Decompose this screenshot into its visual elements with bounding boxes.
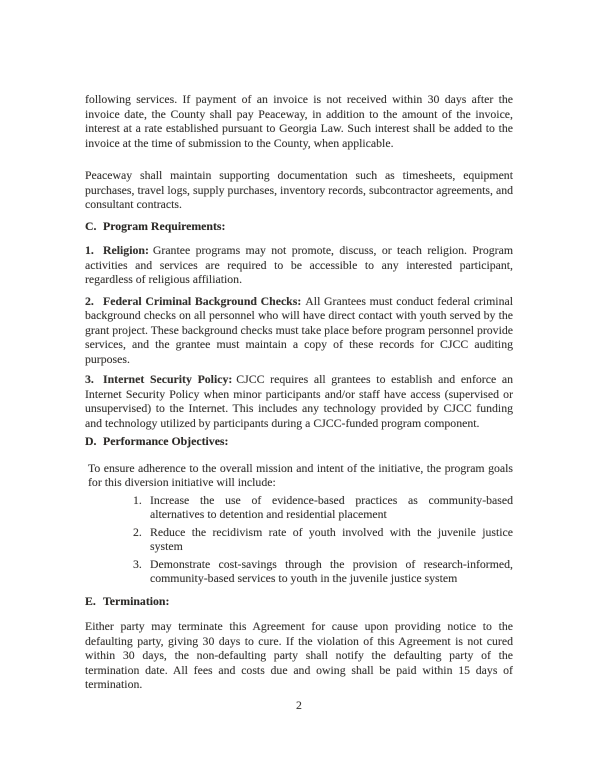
objective-item-1 bbox=[85, 493, 513, 522]
objective-number: 3. bbox=[133, 556, 142, 571]
item-text: All Grantees must conduct federal criminal background checks on all personnel who will have direct contact with youth served by the grant project. These background checks must take place before program personnel provide services, and the grantee must maintain a copy of these records for CJCC auditing purposes. bbox=[85, 293, 513, 366]
item-term: Internet Security Policy: bbox=[103, 372, 233, 386]
paragraph-invoice-terms: following services. If payment of an invoice is not received within 30 days after the invoice date, the County shall pay Peaceway, in addition to the amount of the invoice, interest at a rate established pursuant to Georgia Law. Such interest shall be added to the invoice at the time of submission to the County, when applicable. bbox=[85, 92, 513, 150]
page-number: 2 bbox=[296, 697, 302, 712]
requirement-item-internet-security bbox=[85, 372, 513, 430]
section-heading-performance-objectives bbox=[85, 434, 513, 449]
paragraph-supporting-documentation: Peaceway shall maintain supporting documentation such as timesheets, equipment purchases, travel logs, supply purchases, inventory records, subcontractor agreements, and consultant contracts. bbox=[85, 168, 513, 211]
page-content bbox=[85, 92, 513, 712]
section-heading-termination bbox=[85, 594, 513, 609]
item-number: 1. bbox=[85, 243, 94, 257]
section-letter: C. bbox=[85, 218, 97, 233]
section-title: Termination: bbox=[103, 593, 170, 608]
section-letter: E. bbox=[85, 593, 96, 608]
requirement-item-religion bbox=[85, 243, 513, 287]
objective-number: 2. bbox=[133, 524, 142, 539]
paragraph-termination: Either party may terminate this Agreement for cause upon providing notice to the defaulting party, giving 30 days to cure. If the violation of this Agreement is not cured within 30 days, the non-defaulting party shall notify the defaulting party of the termination date. All fees and costs due and owing shall be paid within 15 days of termination. bbox=[85, 619, 513, 691]
section-title: Program Requirements: bbox=[103, 218, 226, 233]
section-letter: D. bbox=[85, 434, 97, 448]
paragraph-objectives-intro: To ensure adherence to the overall mission and intent of the initiative, the program goals for this diversion initiative will include: bbox=[88, 460, 513, 489]
objective-item-2 bbox=[85, 525, 513, 554]
objective-text: Reduce the recidivism rate of youth involved with the juvenile justice system bbox=[150, 524, 513, 553]
item-text: Grantee programs may not promote, discuss, or teach religion. Program activities and services are required to be accessible to any interested participant, regardless of religious affiliation. bbox=[85, 243, 513, 286]
objective-item-3 bbox=[85, 557, 513, 586]
section-title: Performance Objectives: bbox=[103, 434, 229, 448]
item-number: 2. bbox=[85, 293, 94, 308]
objective-text: Demonstrate cost-savings through the provision of research-informed, community-based services to youth in the juvenile justice system bbox=[150, 556, 513, 585]
item-text: CJCC requires all grantees to establish and enforce an Internet Security Policy when minor participants and/or staff have access (supervised or unsupervised) to the Internet. This includes any technology provided by CJCC funding and technology utilized by participants during a CJCC-funded program component. bbox=[85, 372, 513, 430]
requirement-item-background-checks bbox=[85, 294, 513, 367]
item-number: 3. bbox=[85, 372, 94, 386]
item-term: Federal Criminal Background Checks: bbox=[103, 293, 302, 308]
item-term: Religion: bbox=[103, 243, 149, 257]
objective-text: Increase the use of evidence-based practices as community-based alternatives to detention and residential placement bbox=[150, 492, 513, 521]
section-heading-program-requirements bbox=[85, 219, 513, 234]
objective-number: 1. bbox=[133, 492, 142, 507]
